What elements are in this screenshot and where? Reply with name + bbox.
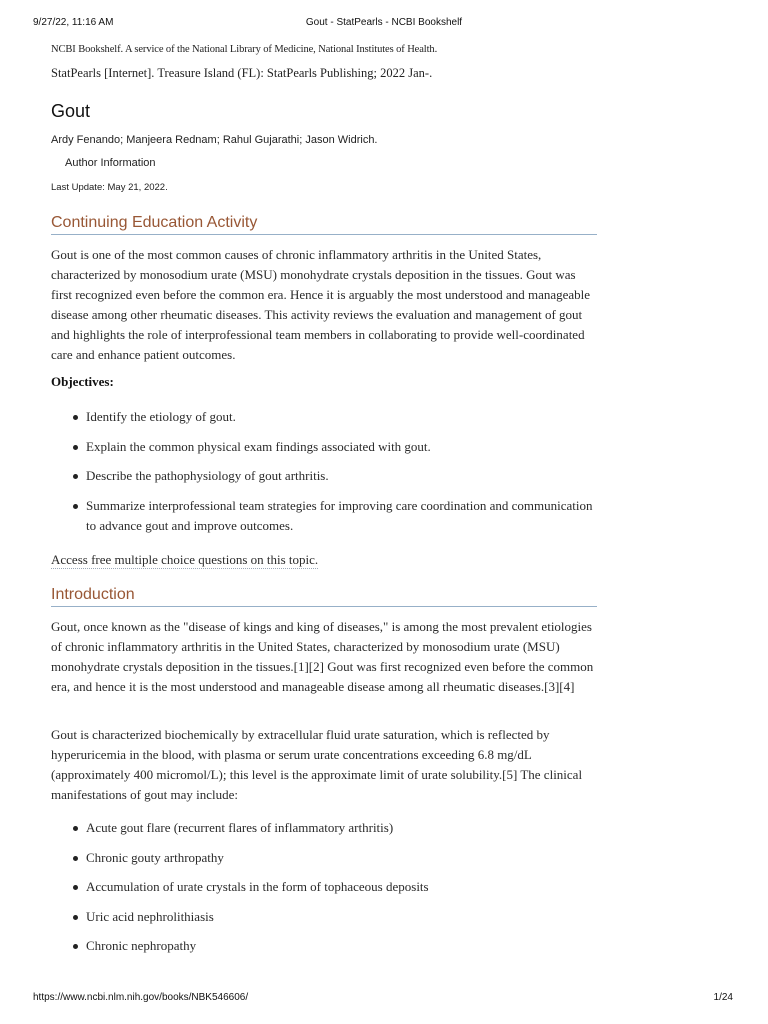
bullet-icon [73, 944, 78, 949]
print-page-title: Gout - StatPearls - NCBI Bookshelf [305, 17, 463, 28]
list-item: Chronic nephropathy [51, 936, 597, 956]
page-title: Gout [51, 101, 91, 121]
bullet-icon [73, 856, 78, 861]
bullet-icon [73, 474, 78, 479]
list-item: Explain the common physical exam findings associated with gout. [51, 437, 597, 457]
list-item: Uric acid nephrolithiasis [51, 907, 597, 927]
bullet-icon [73, 885, 78, 890]
last-update: Last Update: May 21, 2022. [51, 182, 168, 193]
access-mcq-link[interactable]: Access free multiple choice questions on this topic. [51, 552, 319, 567]
bullet-icon [73, 445, 78, 450]
print-footer [33, 992, 735, 1006]
objectives-label: Objectives: [51, 374, 114, 389]
list-item: Chronic gouty arthropathy [51, 848, 597, 868]
author-information-link[interactable]: Author Information [65, 157, 156, 169]
page-number: 1/24 [713, 992, 733, 1003]
bullet-icon [73, 504, 78, 509]
intro-paragraph-2: Gout is characterized biochemically by extracellular fluid urate saturation, which is reflected by hyperuricemia in the blood, with plasma or serum urate concentrations exceeding 6.8 mg/dL (approximately 400 micromol/L); this level is the approximate limit of urate solubility.[5] The clinical manifestations of gout may include: [51, 727, 583, 802]
ncbi-notice: NCBI Bookshelf. A service of the National Library of Medicine, National Institutes of Health. [51, 44, 438, 55]
list-item: Summarize interprofessional team strategies for improving care coordination and communication to advance gout and improve outcomes. [51, 496, 597, 536]
cea-paragraph: Gout is one of the most common causes of chronic inflammatory arthritis in the United States, characterized by monosodium urate (MSU) monohydrate crystals deposition in the tissues. Gout was first recognized even before the common era. Hence it is arguably the most understood and manageable disease among other rheumatic diseases. This activity reviews the evaluation and management of gout and highlights the role of interprofessional team members in collaborating to provide well-coordinated care and enhance patient outcomes. [51, 247, 591, 362]
print-header [33, 17, 735, 31]
objectives-list [51, 407, 597, 545]
section-heading-continuing-education: Continuing Education Activity [51, 214, 597, 235]
bullet-icon [73, 415, 78, 420]
page-url: https://www.ncbi.nlm.nih.gov/books/NBK546606/ [33, 992, 249, 1003]
list-item: Describe the pathophysiology of gout arthritis. [51, 466, 597, 486]
bullet-icon [73, 826, 78, 831]
authors: Ardy Fenando; Manjeera Rednam; Rahul Gujarathi; Jason Widrich. [51, 134, 378, 146]
print-datetime: 9/27/22, 11:16 AM [33, 17, 114, 28]
list-item: Acute gout flare (recurrent flares of inflammatory arthritis) [51, 818, 597, 838]
list-item: Identify the etiology of gout. [51, 407, 597, 427]
section-heading-introduction: Introduction [51, 586, 597, 607]
bullet-icon [73, 915, 78, 920]
list-item: Accumulation of urate crystals in the form of tophaceous deposits [51, 877, 597, 897]
manifestations-list [51, 818, 597, 966]
citation: StatPearls [Internet]. Treasure Island (FL): StatPearls Publishing; 2022 Jan-. [51, 66, 433, 80]
intro-paragraph-1: Gout, once known as the "disease of kings and king of diseases," is among the most prevalent etiologies of chronic inflammatory arthritis in the United States, characterized by monosodium urate (MSU) monohydrate crystals deposition in the tissues.[1][2] Gout was first recognized even before the common era, and hence it is the most understood and manageable disease among all rheumatic diseases.[3][4] [51, 619, 594, 694]
